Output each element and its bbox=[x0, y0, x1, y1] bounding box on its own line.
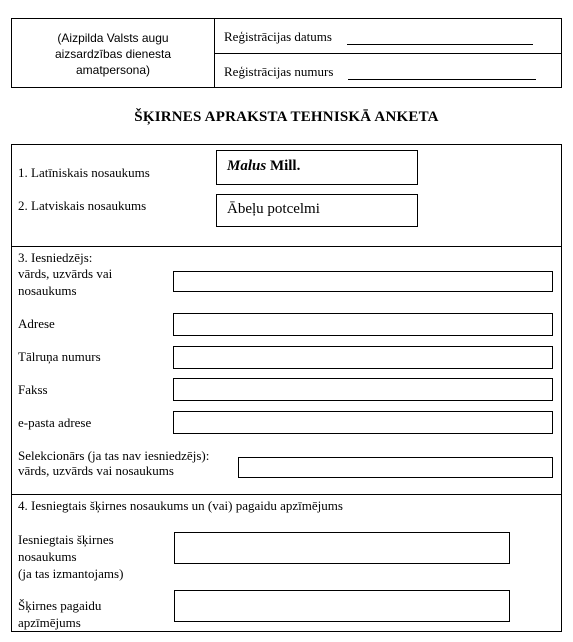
address-label: Adrese bbox=[18, 316, 55, 331]
proposed-name-label-3: (ja tas izmantojams) bbox=[18, 566, 124, 581]
breeder-label-2: vārds, uzvārds vai nosaukums bbox=[18, 463, 174, 478]
fax-field[interactable] bbox=[173, 378, 553, 401]
phone-field[interactable] bbox=[173, 346, 553, 369]
temp-designation-label-2: apzīmējums bbox=[18, 615, 81, 630]
proposed-name-label-2: nosaukums bbox=[18, 549, 77, 564]
filled-by-line-3: amatpersona) bbox=[75, 63, 151, 77]
registration-date-label: Reģistrācijas datums bbox=[224, 29, 332, 44]
filled-by-line-2: aizsardzības dienesta bbox=[54, 47, 172, 61]
registration-number-label: Reģistrācijas numurs bbox=[224, 64, 334, 79]
registration-date-field[interactable] bbox=[347, 29, 533, 45]
latin-name-label: 1. Latīniskais nosaukums bbox=[18, 165, 150, 180]
section-divider-2 bbox=[11, 494, 562, 495]
page-title: ŠĶIRNES APRAKSTA TEHNISKĀ ANKETA bbox=[134, 109, 439, 125]
latin-name-genus: Malus bbox=[227, 158, 267, 174]
email-label: e-pasta adrese bbox=[18, 415, 92, 430]
latvian-name-value: Ābeļu potcelmi bbox=[227, 201, 320, 217]
applicant-name-label-2: nosaukums bbox=[18, 283, 77, 298]
fax-label: Fakss bbox=[18, 382, 48, 397]
latvian-name-label: 2. Latviskais nosaukums bbox=[18, 198, 147, 213]
header-horizontal-divider bbox=[214, 53, 562, 54]
phone-label: Tālruņa numurs bbox=[18, 349, 101, 364]
temp-designation-label-1: Šķirnes pagaidu bbox=[18, 598, 102, 613]
applicant-heading: 3. Iesniedzējs: bbox=[18, 250, 93, 265]
latvian-name-field[interactable] bbox=[216, 194, 418, 227]
section-divider-1 bbox=[11, 246, 562, 247]
applicant-name-label-1: vārds, uzvārds vai bbox=[18, 266, 113, 281]
address-field[interactable] bbox=[173, 313, 553, 336]
breeder-field[interactable] bbox=[238, 457, 553, 478]
filled-by-note bbox=[12, 30, 214, 78]
latin-name-field[interactable] bbox=[216, 150, 418, 185]
breeder-label-1: Selekcionārs (ja tas nav iesniedzējs): bbox=[18, 448, 210, 463]
variety-name-heading: 4. Iesniegtais šķirnes nosaukums un (vai) pagaidu apzīmējums bbox=[18, 498, 343, 513]
registration-number-field[interactable] bbox=[348, 64, 536, 80]
proposed-name-label-1: Iesniegtais šķirnes bbox=[18, 532, 114, 547]
applicant-name-field[interactable] bbox=[173, 271, 553, 292]
latin-name-author: Mill. bbox=[266, 158, 301, 174]
filled-by-line-1: (Aizpilda Valsts augu bbox=[57, 31, 169, 45]
email-field[interactable] bbox=[173, 411, 553, 434]
temp-designation-field[interactable] bbox=[174, 590, 510, 622]
proposed-name-field[interactable] bbox=[174, 532, 510, 564]
